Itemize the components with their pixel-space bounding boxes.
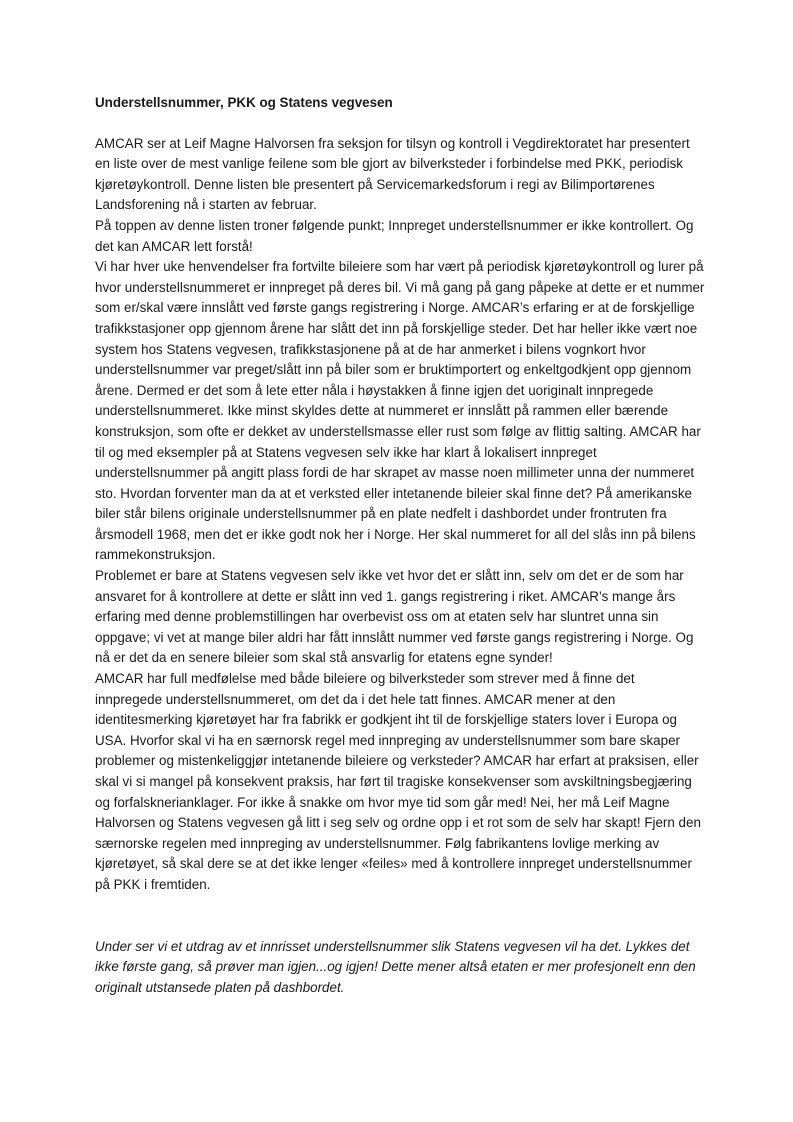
- document-title: Understellsnummer, PKK og Statens vegvesen: [95, 95, 393, 110]
- paragraph-conclusion: AMCAR har full medfølelse med både bileiere og bilverksteder som strever med å finne det innpregede understellsnummeret, om det da i det hele tatt finnes. AMCAR mener at den identitesmerking kjøretøyet har fra fabrikk er godkjent iht til de forskjellige staters lover i Europa og USA. Hvorfor skal vi ha en særnorsk regel med innpreging av understellsnummer som bare skaper problemer og mistenkeliggjør intetanende bileiere og verksteder? AMCAR har erfart at praksisen, eller skal vi si mangel på konsekvent praksis, har ført til tragiske konsekvenser som avskiltningsbegjæring og forfalsknerianklager. For ikke å snakke om hvor mye tid som går med! Nei, her må Leif Magne Halvorsen og Statens vegvesen gå litt i seg selv og ordne opp i et rot som de selv har skapt! Fjern den særnorske regelen med innpreging av understellsnummer. Følg fabrikantens lovlige merking av kjøretøyet, så skal dere se at det ikke lenger «feiles» med å kontrollere innpreget understellsnummer på PKK i fremtiden.: [95, 671, 701, 892]
- image-caption: Under ser vi et utdrag av et innrisset understellsnummer slik Statens vegvesen vil ha det. Lykkes det ikke første gang, så prøver man igjen...og igjen! Dette mener altså etaten er mer profesjonelt enn den originalt utstansede platen på dashbordet.: [95, 938, 696, 995]
- paragraph-weekly-inquiries: Vi har hver uke henvendelser fra fortvilte bileiere som har vært på periodisk kjøretøykontroll og lurer på hvor understellsnummeret er innpreget på deres bil. Vi må gang på gang påpeke at dette er et nummer som er/skal være innslått ved første gangs registrering i Norge. AMCAR’s erfaring er at de forskjellige trafikkstasjoner opp gjennom årene har slått det inn på forskjellige steder. Det har heller ikke vært noe system hos Statens vegvesen, trafikkstasjonene på at de har anmerket i bilens vognkort hvor understellsnummer var preget/slått inn på biler som er bruktimportert og enkeltgodkjent opp gjennom årene. Dermed er det som å lete etter nåla i høystakken å finne igjen det uoriginalt innpregede understellsnummeret. Ikke minst skyldes dette at nummeret er innslått på rammen eller bærende konstruksjon, som ofte er dekket av understellsmasse eller rust som følge av flittig salting. AMCAR har til og med eksempler på at Statens vegvesen selv ikke har klart å lokalisert innpreget understellsnummer på angitt plass fordi de har skrapet av masse noen millimeter unna der nummeret sto. Hvordan forventer man da at et verksted eller intetanende bileier skal finne det? På amerikanske biler står bilens originale understellsnummer på en plate nedfelt i dashbordet under frontruten fra årsmodell 1968, men det er ikke godt nok her i Norge. Her skal nummeret for all del slås inn på bilens rammekonstruksjon.: [95, 259, 705, 563]
- paragraph-top-of-list: På toppen av denne listen troner følgende punkt; Innpreget understellsnummer er ikke kontrollert. Og det kan AMCAR lett forstå!: [95, 217, 694, 254]
- paragraph-problem: Problemet er bare at Statens vegvesen selv ikke vet hvor det er slått inn, selv om det er de som har ansvaret for å kontrollere at dette er slått inn ved 1. gangs registrering i riket. AMCAR’s mange års erfaring med denne problemstillingen har overbevist oss om at etaten selv har sluntret unna sin oppgave; vi vet at mange biler aldri har fått innslått nummer ved første gangs registrering i Norge. Og nå er det da en senere bileier som skal stå ansvarlig for etatens egne synder!: [95, 568, 694, 666]
- document-body: [95, 134, 705, 896]
- document-page: [95, 93, 705, 998]
- paragraph-intro: AMCAR ser at Leif Magne Halvorsen fra seksjon for tilsyn og kontroll i Vegdirektoratet har presentert en liste over de mest vanlige feilene som ble gjort av bilverksteder i forbindelse med PKK, periodisk kjøretøykontroll. Denne listen ble presentert på Servicemarkedsforum i regi av Bilimportørenes Landsforening nå i starten av februar.: [95, 135, 690, 213]
